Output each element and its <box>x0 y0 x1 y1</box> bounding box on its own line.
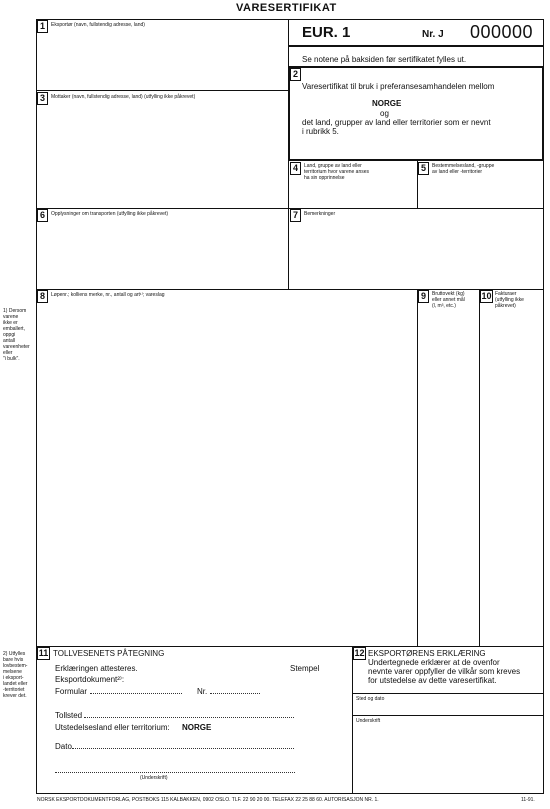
box11-underskrift: (Underskrift) <box>140 775 168 781</box>
signature-field[interactable] <box>55 772 295 773</box>
box10-field[interactable] <box>482 312 541 644</box>
box11-utstedelse: Utstedelsesland eller territorium: <box>55 723 170 732</box>
side-note-1-line: antall <box>3 338 15 344</box>
box1-field[interactable] <box>48 32 284 87</box>
footer-text: NORSK EKSPORTDOKUMENTFORLAG, POSTBOKS 115 KALBAKKEN, 0902 OSLO. TLF. 22 90 20 00. TELEFAX 22 25 88 60. AUTORISASJON NR. 1. <box>37 797 379 803</box>
box3-label: Mottaker (navn, fullstendig adresse, land) (utfylling ikke påkrevet) <box>51 94 196 100</box>
side-note-2-line: bare hvis <box>3 657 24 663</box>
box10-label-1: Fakturaer <box>495 291 517 297</box>
nr-field[interactable] <box>210 693 260 694</box>
box11-eksportdok: Eksportdokument²⁾: <box>55 675 125 684</box>
box5-label-1: Bestemmelsesland, -gruppe <box>432 163 495 169</box>
side-note-2-line: lovbestem- <box>3 663 28 669</box>
side-note-2-line: melsene <box>3 669 22 675</box>
box10-label-2: (utfylling ikke <box>495 297 524 303</box>
box2-line1: Varesertifikat til bruk i preferansesamhandelen mellom <box>302 82 495 91</box>
eur-underline <box>288 45 544 47</box>
box2-line4: i rubrikk 5. <box>302 127 339 136</box>
box9-field[interactable] <box>420 312 477 644</box>
box7-number: 7 <box>290 209 301 222</box>
side-note-1-line: 1) Dersom <box>3 308 27 314</box>
divider-row-8 <box>36 289 544 290</box>
box9-number: 9 <box>418 290 429 303</box>
box11-formular: Formular <box>55 687 88 696</box>
box7-label: Bemerkninger <box>304 211 336 217</box>
side-note-1-line: oppgi <box>3 332 16 338</box>
note-top: Se notene på baksiden før sertifikatet fylles ut. <box>302 55 467 64</box>
box8-field[interactable] <box>48 302 414 644</box>
box2-bottom <box>288 159 544 161</box>
box2-right <box>542 66 544 161</box>
side-note-1-line: ikke er <box>3 320 18 326</box>
box4-label-2: territorium hvor varene anses <box>304 169 370 175</box>
box8-number: 8 <box>37 290 48 303</box>
box12-divider-underskrift <box>352 715 544 716</box>
box3-number: 3 <box>37 92 48 105</box>
side-note-1-line: emballert, <box>3 326 25 332</box>
box2-top <box>288 66 544 68</box>
box2-country: NORGE <box>372 99 402 108</box>
box5-number: 5 <box>418 162 429 175</box>
box12-sted: Sted og dato <box>356 696 385 702</box>
box12-divider-sted <box>352 693 544 694</box>
box2-line3: det land, grupper av land eller territorier som er nevnt <box>302 118 491 127</box>
box12-line1: Undertegnede erklærer at de ovenfor <box>368 658 500 667</box>
box12-number: 12 <box>354 648 365 658</box>
side-note-2-line: -territoriet <box>3 687 25 693</box>
divider-box1-box3 <box>36 90 289 91</box>
formular-field[interactable] <box>90 693 182 694</box>
box2-number: 2 <box>290 68 301 81</box>
side-note-2-line: landet eller <box>3 681 28 687</box>
tollsted-field[interactable] <box>84 717 294 718</box>
divider-box9 <box>417 289 418 646</box>
box10-number: 10 <box>481 291 492 301</box>
box12-underskrift-field[interactable] <box>356 725 540 791</box>
nr-label: Nr. J <box>422 29 444 40</box>
frame-left <box>36 19 37 794</box>
box4-label-3: ha sin opprinnelse <box>304 175 345 181</box>
box11-tollsted: Tollsted <box>55 711 83 720</box>
eur-title: EUR. 1 <box>302 24 351 41</box>
box11-attest: Erklæringen attesteres. <box>55 664 138 673</box>
box4-field[interactable] <box>292 184 414 206</box>
box12-line3: for utstedelse av dette varesertifikat. <box>368 676 497 685</box>
box2-og: og <box>380 109 389 118</box>
box12-sted-field[interactable] <box>356 702 540 714</box>
box8-label: Løpenr.; kolliens merke, nr., antall og art¹⁾; vareslag <box>51 292 165 298</box>
box12-line2: nevnte varer oppfyller de vilkår som kreves <box>368 667 521 676</box>
box5-field[interactable] <box>420 178 540 206</box>
box3-field[interactable] <box>48 104 284 204</box>
box4-number: 4 <box>290 162 301 175</box>
box4-label-1: Land, gruppe av land eller <box>304 163 362 169</box>
side-note-1-line: vareenheter <box>3 344 30 350</box>
box11-dato: Dato <box>55 742 72 751</box>
box9-label-1: Bruttovekt (kg) <box>432 291 465 297</box>
box6-label: Opplysninger om transporten (utfylling ikke påkrevet) <box>51 211 168 217</box>
frame-top <box>36 19 544 20</box>
box11-stempel: Stempel <box>290 664 320 673</box>
divider-box11-box12 <box>352 646 353 794</box>
box5-label-2: av land eller -territorier <box>432 169 483 175</box>
dato-field[interactable] <box>72 748 294 749</box>
box11-title: TOLLVESENETS PÅTEGNING <box>53 649 165 658</box>
box11-nr: Nr. <box>197 687 208 696</box>
box9-label-3: (l, m³, etc.) <box>432 303 456 309</box>
side-note-2-line: krever det. <box>3 693 27 699</box>
box1-label: Eksportør (navn, fullstendig adresse, land) <box>51 22 145 28</box>
box12-title: EKSPORTØRENS ERKLÆRING <box>368 649 486 658</box>
side-note-1-line: eller <box>3 350 13 356</box>
side-note-2-line: 2) Utfylles <box>3 651 26 657</box>
side-note-2-line: i eksport- <box>3 675 24 681</box>
frame-bottom <box>36 793 544 794</box>
divider-row-11-12 <box>36 646 544 647</box>
box1-number: 1 <box>37 20 48 33</box>
box6-number: 6 <box>37 209 48 222</box>
box6-field[interactable] <box>48 220 284 286</box>
box7-field[interactable] <box>292 220 540 286</box>
page-title: VARESERTIFIKAT <box>236 2 337 14</box>
nr-value: 000000 <box>470 22 534 42</box>
side-note-1 <box>3 308 35 362</box>
box10-label-3: påkrevet) <box>495 303 516 309</box>
side-note-2 <box>3 651 35 699</box>
side-note-1-line: "i bulk". <box>3 356 20 362</box>
footer-code: 11-91. <box>521 797 535 803</box>
divider-box10 <box>479 289 480 646</box>
box12-underskrift: Underskrift <box>356 718 381 724</box>
box11-number: 11 <box>38 648 49 658</box>
box9-label-2: eller annet mål <box>432 297 465 303</box>
side-note-1-line: varene <box>3 314 19 320</box>
box11-utstedelse-country: NORGE <box>182 723 212 732</box>
